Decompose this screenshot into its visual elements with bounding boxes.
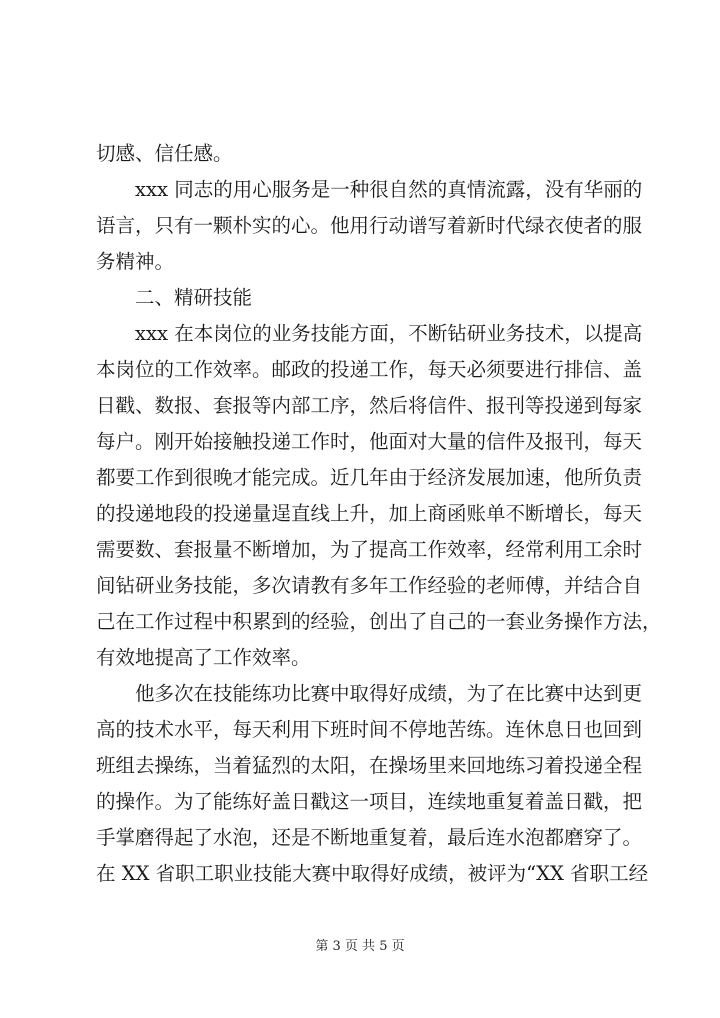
paragraph-line: 有效地提高了工作效率。	[96, 646, 311, 669]
paragraph-line: xxx 在本岗位的业务技能方面，不断钻研业务技术，以提高	[135, 322, 643, 345]
page-number-footer: 第 3 页 共 5 页	[315, 939, 405, 954]
paragraph-line: 手掌磨得起了水泡，还是不断地重复着，最后连水泡都磨穿了。	[96, 826, 643, 849]
paragraph-line: xxx 同志的用心服务是一种很自然的真情流露，没有华丽的	[135, 178, 643, 201]
paragraph-line: 班组去操练，当着猛烈的太阳，在操场里来回地练习着投递全程	[96, 754, 643, 777]
paragraph-line: 高的技术水平，每天利用下班时间不停地苦练。连休息日也回到	[96, 718, 643, 741]
paragraph-line: 需要数、套报量不断增加，为了提高工作效率，经常利用工余时	[96, 538, 643, 561]
document-body	[96, 137, 662, 893]
paragraph-line: 语言，只有一颗朴实的心。他用行动谱写着新时代绿衣使者的服	[96, 214, 643, 237]
paragraph-line: 日戳、数报、套报等内部工序，然后将信件、报刊等投递到每家	[96, 394, 643, 417]
paragraph-line: 的投递地段的投递量逞直线上升，加上商函账单不断增长，每天	[96, 502, 643, 525]
paragraph-line: 每户。刚开始接触投递工作时，他面对大量的信件及报刊，每天	[96, 430, 643, 453]
section-heading: 二、精研技能	[135, 286, 253, 309]
paragraph-line: 切感、信任感。	[96, 142, 233, 165]
paragraph-line: 他多次在技能练功比赛中取得好成绩，为了在比赛中达到更	[135, 682, 643, 705]
paragraph-line: 间钻研业务技能，多次请教有多年工作经验的老师傅，并结合自	[96, 574, 643, 597]
paragraph-line: 务精神。	[96, 250, 175, 273]
paragraph-line: 己在工作过程中积累到的经验，创出了自己的一套业务操作方法，	[96, 610, 662, 633]
paragraph-line: 的操作。为了能练好盖日戳这一项目，连续地重复着盖日戳，把	[96, 790, 643, 813]
paragraph-line: 在 XX 省职工职业技能大赛中取得好成绩，被评为“XX 省职工经	[96, 862, 649, 885]
paragraph-line: 都要工作到很晚才能完成。近几年由于经济发展加速，他所负责	[96, 466, 643, 489]
paragraph-line: 本岗位的工作效率。邮政的投递工作，每天必须要进行排信、盖	[96, 358, 643, 381]
